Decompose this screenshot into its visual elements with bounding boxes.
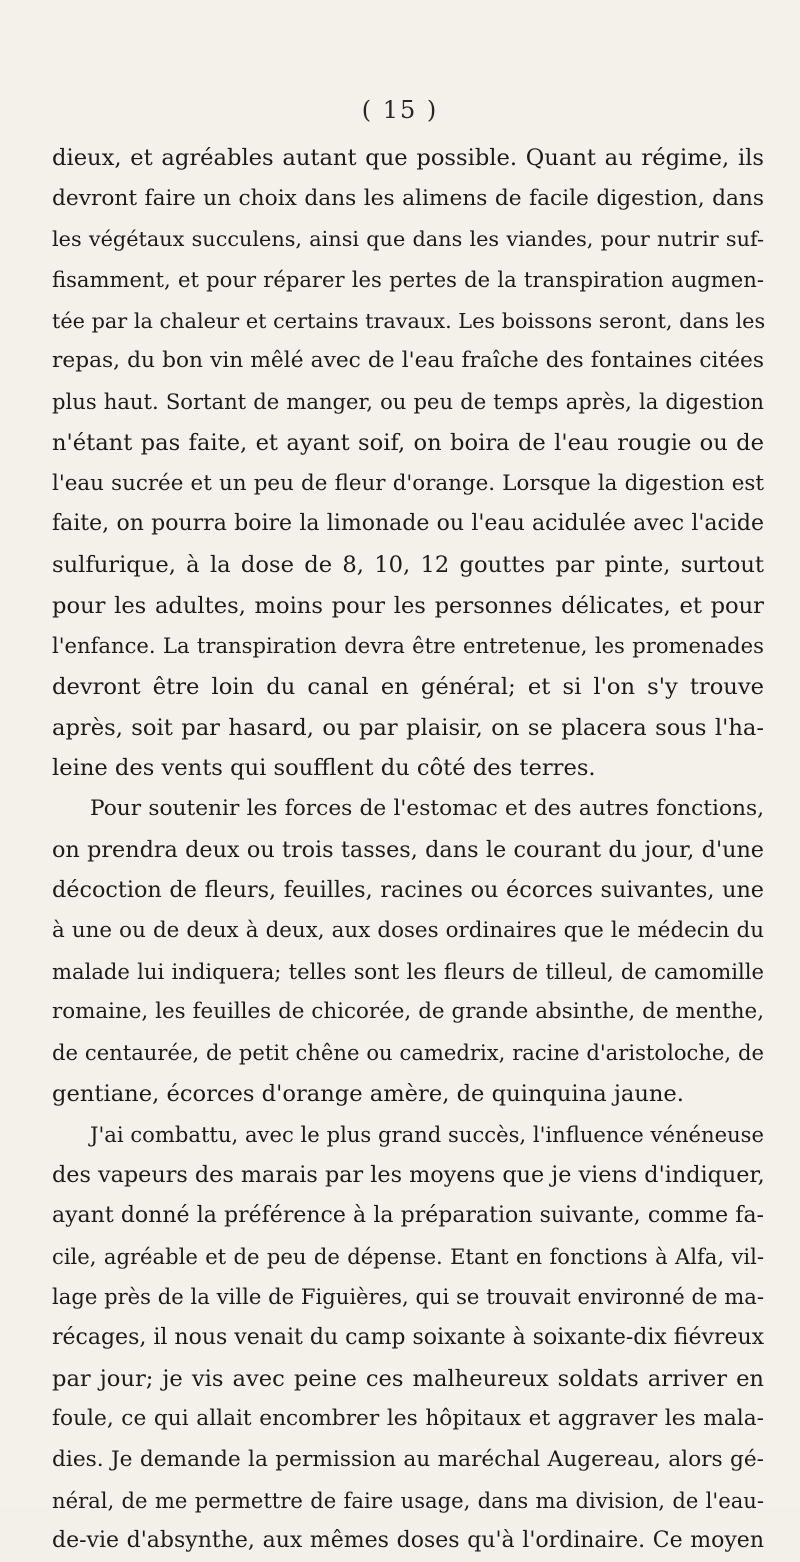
text-line: récages, il nous venait du camp soixante à soixante-dix fiévreux: [52, 1324, 765, 1350]
text-line: néral, de me permettre de faire usage, dans ma division, de l'eau-: [52, 1487, 764, 1513]
page-number: ( 15 ): [361, 96, 439, 124]
text-line: dies. Je demande la permission au maréchal Augereau, alors gé-: [52, 1447, 764, 1472]
text-line: repas, du bon vin mêlé avec de l'eau fraîche des fontaines citées: [52, 348, 764, 374]
text-line: faite, on pourra boire la limonade ou l'eau acidulée avec l'acide: [52, 511, 764, 537]
text-line: gentiane, écorces d'orange amère, de quinquina jaune.: [52, 1080, 684, 1107]
text-line: l'enfance. La transpiration devra être entretenue, les promenades: [52, 633, 764, 659]
text-line: ayant donné la préférence à la préparation suivante, comme fa-: [52, 1202, 764, 1228]
text-line: Pour soutenir les forces de l'estomac et des autres fonctions,: [90, 796, 764, 821]
text-line: romaine, les feuilles de chicorée, de grande absinthe, de menthe,: [52, 999, 764, 1025]
text-line: leine des vents qui soufflent du côté des terres.: [52, 755, 596, 782]
text-line: plus haut. Sortant de manger, ou peu de temps après, la digestion: [52, 389, 764, 415]
text-line: pour les adultes, moins pour les personnes délicates, et pour: [52, 592, 764, 619]
text-line: par jour; je vis avec peine ces malheureux soldats arriver en: [52, 1365, 764, 1392]
text-line: J'ai combattu, avec le plus grand succès, l'influence vénéneuse: [90, 1121, 764, 1147]
text-line: malade lui indiquera; telles sont les fleurs de tilleul, de camomille: [52, 958, 764, 984]
text-line: cile, agréable et de peu de dépense. Etant en fonctions à Alfa, vil-: [52, 1243, 764, 1269]
text-line: les végétaux succulens, ainsi que dans les viandes, pour nutrir suf-: [52, 227, 764, 252]
text-line: tée par la chaleur et certains travaux. Les boissons seront, dans les: [52, 308, 766, 333]
text-line: devront faire un choix dans les alimens de facile digestion, dans: [52, 185, 764, 211]
text-line: après, soit par hasard, ou par plaisir, on se placera sous l'ha-: [52, 714, 764, 741]
text-line: de-vie d'absynthe, aux mêmes doses qu'à l'ordinaire. Ce moyen: [52, 1528, 764, 1554]
text-line: foule, ce qui allait encombrer les hôpitaux et aggraver les mala-: [52, 1406, 764, 1432]
body-text: [52, 138, 764, 1562]
text-line: de centaurée, de petit chêne ou camedrix, racine d'aristoloche, de: [52, 1040, 764, 1066]
text-line: fisamment, et pour réparer les pertes de la transpiration augmen-: [52, 267, 764, 293]
text-line: devront être loin du canal en général; et si l'on s'y trouve: [52, 673, 764, 700]
text-line: décoction de fleurs, feuilles, racines ou écorces suivantes, une: [52, 877, 764, 904]
text-line: l'eau sucrée et un peu de fleur d'orange. Lorsque la digestion est: [52, 470, 764, 496]
text-line: n'étant pas faite, et ayant soif, on boira de l'eau rougie ou de: [52, 429, 764, 456]
text-line: lage près de la ville de Figuières, qui se trouvait environné de ma-: [52, 1284, 764, 1310]
text-line: on prendra deux ou trois tasses, dans le courant du jour, d'une: [52, 836, 764, 863]
text-line: des vapeurs des marais par les moyens que je viens d'indiquer,: [52, 1162, 765, 1189]
text-line: à une ou de deux à deux, aux doses ordinaires que le médecin du: [52, 918, 764, 944]
text-line: dieux, et agréables autant que possible. Quant au régime, ils: [52, 145, 764, 171]
text-line: sulfurique, à la dose de 8, 10, 12 gouttes par pinte, surtout: [52, 551, 764, 578]
